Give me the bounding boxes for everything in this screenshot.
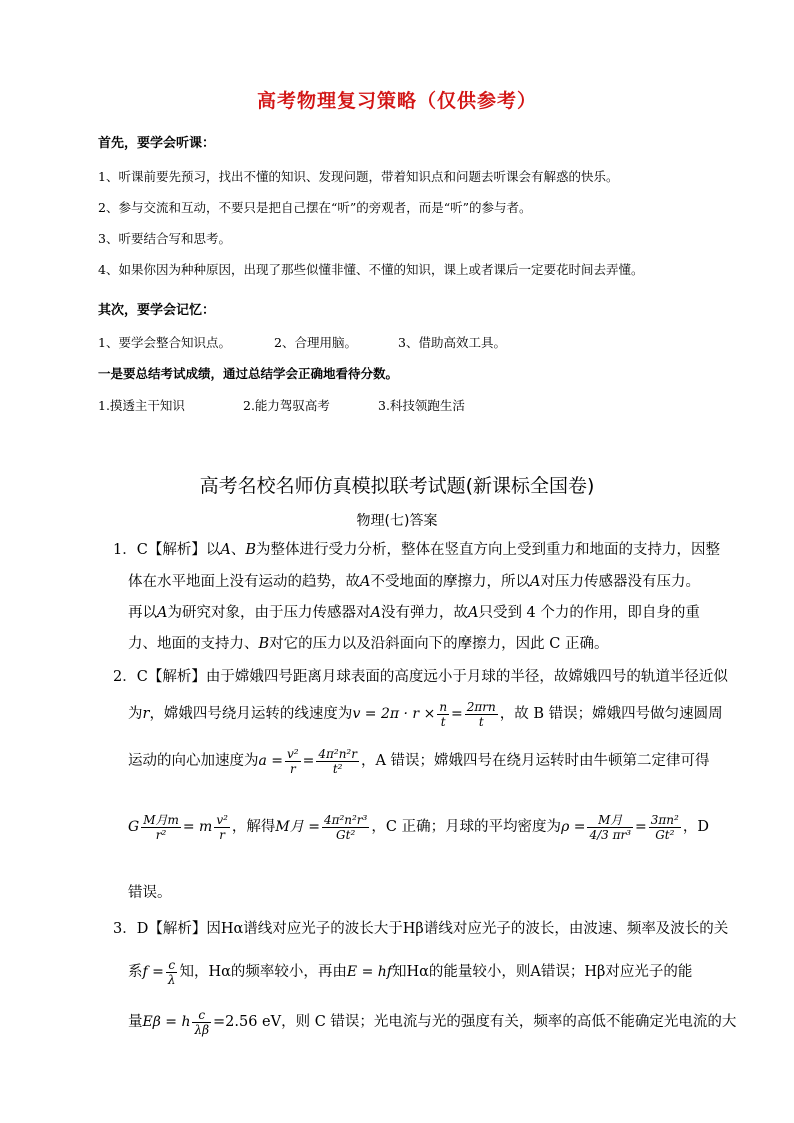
- math-var: A: [220, 542, 231, 558]
- fraction-denominator: Gt²: [336, 827, 356, 842]
- q2-text: 为: [128, 706, 143, 722]
- fraction-numerator: 3πn²: [650, 812, 679, 827]
- formula: ρ =: [561, 819, 586, 835]
- q2-text: 运动的向心加速度为: [128, 753, 259, 769]
- q3-line2: [128, 955, 692, 989]
- math-var: A: [370, 605, 381, 621]
- fraction-numerator: M月m: [143, 812, 179, 827]
- q1-text: 为整体进行受力分析，整体在竖直方向上受到重力和地面的支持力，因整: [255, 542, 720, 558]
- q1-text: 对压力传感器没有压力。: [540, 574, 700, 590]
- q2-text: ，故 B 错误；嫦娥四号做匀速圆周: [499, 706, 723, 722]
- formula: M月 =: [275, 819, 320, 835]
- q1-text: 没有弹力，故: [380, 605, 468, 621]
- formula: E = hf: [346, 964, 392, 980]
- fraction: [316, 747, 359, 776]
- fraction-denominator: t: [440, 714, 446, 729]
- q1-text: 为研究对象，由于压力传感器对: [167, 605, 371, 621]
- fraction-denominator: r²: [155, 827, 167, 842]
- q2-line3: [128, 744, 710, 778]
- fraction: [166, 958, 178, 987]
- formula: v = 2π · r ×: [352, 706, 436, 722]
- fraction-numerator: n: [439, 699, 448, 714]
- fraction-denominator: 4/3 πr³: [589, 827, 632, 842]
- fraction-numerator: 2πrn: [466, 699, 496, 714]
- q2-line4: [128, 810, 709, 844]
- list-item: 2、参与交流和互动，不要只是把自己摆在“听”的旁观者，而是“听”的参与者。: [98, 200, 532, 215]
- q2-line2: [128, 697, 723, 731]
- fraction-numerator: c: [192, 1008, 211, 1023]
- formula: =: [451, 706, 463, 722]
- list-item: 2.能力驾驭高考: [243, 398, 330, 413]
- q2-text: ，解得: [231, 819, 276, 835]
- formula: a =: [258, 753, 284, 769]
- list-item: 3、借助高效工具。: [398, 335, 506, 350]
- formula: G: [128, 819, 140, 835]
- fraction: [587, 813, 633, 842]
- formula: = m: [182, 819, 213, 835]
- math-var: A: [529, 574, 541, 590]
- q1-text: 对它的压力以及沿斜面向下的摩擦力，因此 C 正确。: [269, 636, 609, 652]
- fraction-numerator: v²: [216, 812, 228, 827]
- fraction-denominator: λβ: [194, 1022, 210, 1037]
- fraction: [141, 813, 181, 842]
- math-var: A: [467, 605, 479, 621]
- q3-line3: [128, 1005, 736, 1039]
- list-item: 1.摸透主干知识: [98, 398, 185, 413]
- q3-text: 系: [128, 964, 143, 980]
- math-var: r: [142, 706, 150, 722]
- q3-line1: 3．D【解析】因Hα谱线对应光子的波长大于Hβ谱线对应光子的波长，由波速、频率及波长的关: [113, 921, 729, 937]
- q1-text: 1．C【解析】以: [113, 542, 221, 558]
- math-var: B: [245, 542, 256, 558]
- q2-text: ，嫦娥四号绕月运转的线速度为: [149, 706, 353, 722]
- q1-text: 不受地面的摩擦力，所以: [370, 574, 530, 590]
- exam-title: 高考名校名师仿真模拟联考试题(新课标全国卷): [199, 475, 595, 497]
- q2-text: ，A 错误；嫦娥四号在绕月运转时由牛顿第二定律可得: [360, 753, 710, 769]
- q1-text: 力、地面的支持力、: [128, 636, 259, 652]
- list-item: 3.科技领跑生活: [378, 398, 465, 413]
- fraction-denominator: r: [289, 761, 296, 776]
- list-item: 1、听课前要先预习，找出不懂的知识、发现问题，带着知识点和问题去听课会有解惑的快乐。: [98, 169, 619, 184]
- section-heading-listening: 首先，要学会听课：: [98, 136, 216, 151]
- q3-text: =2.56 eV，则 C 错误；光电流与光的强度有关，频率的高低不能确定光电流的大: [213, 1014, 737, 1030]
- fraction-denominator: t²: [332, 761, 343, 776]
- formula: =: [635, 819, 647, 835]
- q1-text: 再以: [128, 605, 157, 621]
- fraction-numerator: 4π²n²r: [318, 746, 357, 761]
- formula: Eβ = h: [142, 1014, 191, 1030]
- q3-text: 知Hα的能量较小，则A错误；Hβ对应光子的能: [391, 964, 693, 980]
- fraction: [437, 700, 449, 729]
- q1-text: 、: [230, 542, 246, 558]
- fraction: [649, 813, 681, 842]
- fraction-denominator: t: [478, 714, 484, 729]
- section-heading-memory: 其次，要学会记忆：: [98, 303, 216, 318]
- q1-text: 体在水平地面上没有运动的趋势，故: [128, 574, 360, 590]
- formula: =: [302, 753, 315, 769]
- fraction: [322, 813, 369, 842]
- formula: f =: [142, 964, 164, 980]
- math-var: B: [258, 636, 270, 652]
- q1-line3: [128, 603, 700, 623]
- q2-text: ，C 正确；月球的平均密度为: [371, 819, 562, 835]
- q1-text: 只受到 4 个力的作用，即自身的重: [478, 605, 700, 621]
- q1-line1: [113, 540, 720, 560]
- page-title: 高考物理复习策略（仅供参考）: [256, 90, 537, 112]
- fraction-numerator: c: [166, 958, 178, 973]
- fraction-numerator: M月: [587, 813, 633, 828]
- fraction-numerator: v²: [287, 746, 299, 761]
- fraction-denominator: r: [219, 827, 225, 842]
- q1-line4: [128, 634, 608, 654]
- q3-text: 知，Hα的频率较小，再由: [179, 964, 347, 980]
- math-var: A: [360, 574, 371, 590]
- exam-subtitle: 物理(七)答案: [356, 513, 438, 529]
- fraction-denominator: Gt²: [655, 827, 675, 842]
- q2-text: ，D: [682, 819, 709, 835]
- q1-line2: [128, 572, 700, 592]
- fraction-numerator: 4π²n²r³: [323, 812, 368, 827]
- fraction: [465, 700, 498, 729]
- fraction: [214, 813, 230, 842]
- math-var: A: [157, 605, 168, 621]
- q3-text: 量: [128, 1014, 143, 1030]
- fraction-denominator: λ: [167, 972, 176, 987]
- fraction: [285, 747, 301, 776]
- fraction: [192, 1008, 211, 1037]
- q2-line5: 错误。: [128, 885, 172, 901]
- list-item: 4、如果你因为种种原因，出现了那些似懂非懂、不懂的知识，课上或者课后一定要花时间去弄懂。: [98, 262, 644, 277]
- q2-line1: 2．C【解析】由于嫦娥四号距离月球表面的高度远小于月球的半径，故嫦娥四号的轨道半径近似: [113, 669, 728, 685]
- list-item: 3、听要结合写和思考。: [98, 231, 231, 246]
- list-item: 2、合理用脑。: [274, 335, 357, 350]
- list-item: 1、要学会整合知识点。: [98, 335, 231, 350]
- summary-line: 一是要总结考试成绩，通过总结学会正确地看待分数。: [98, 366, 399, 381]
